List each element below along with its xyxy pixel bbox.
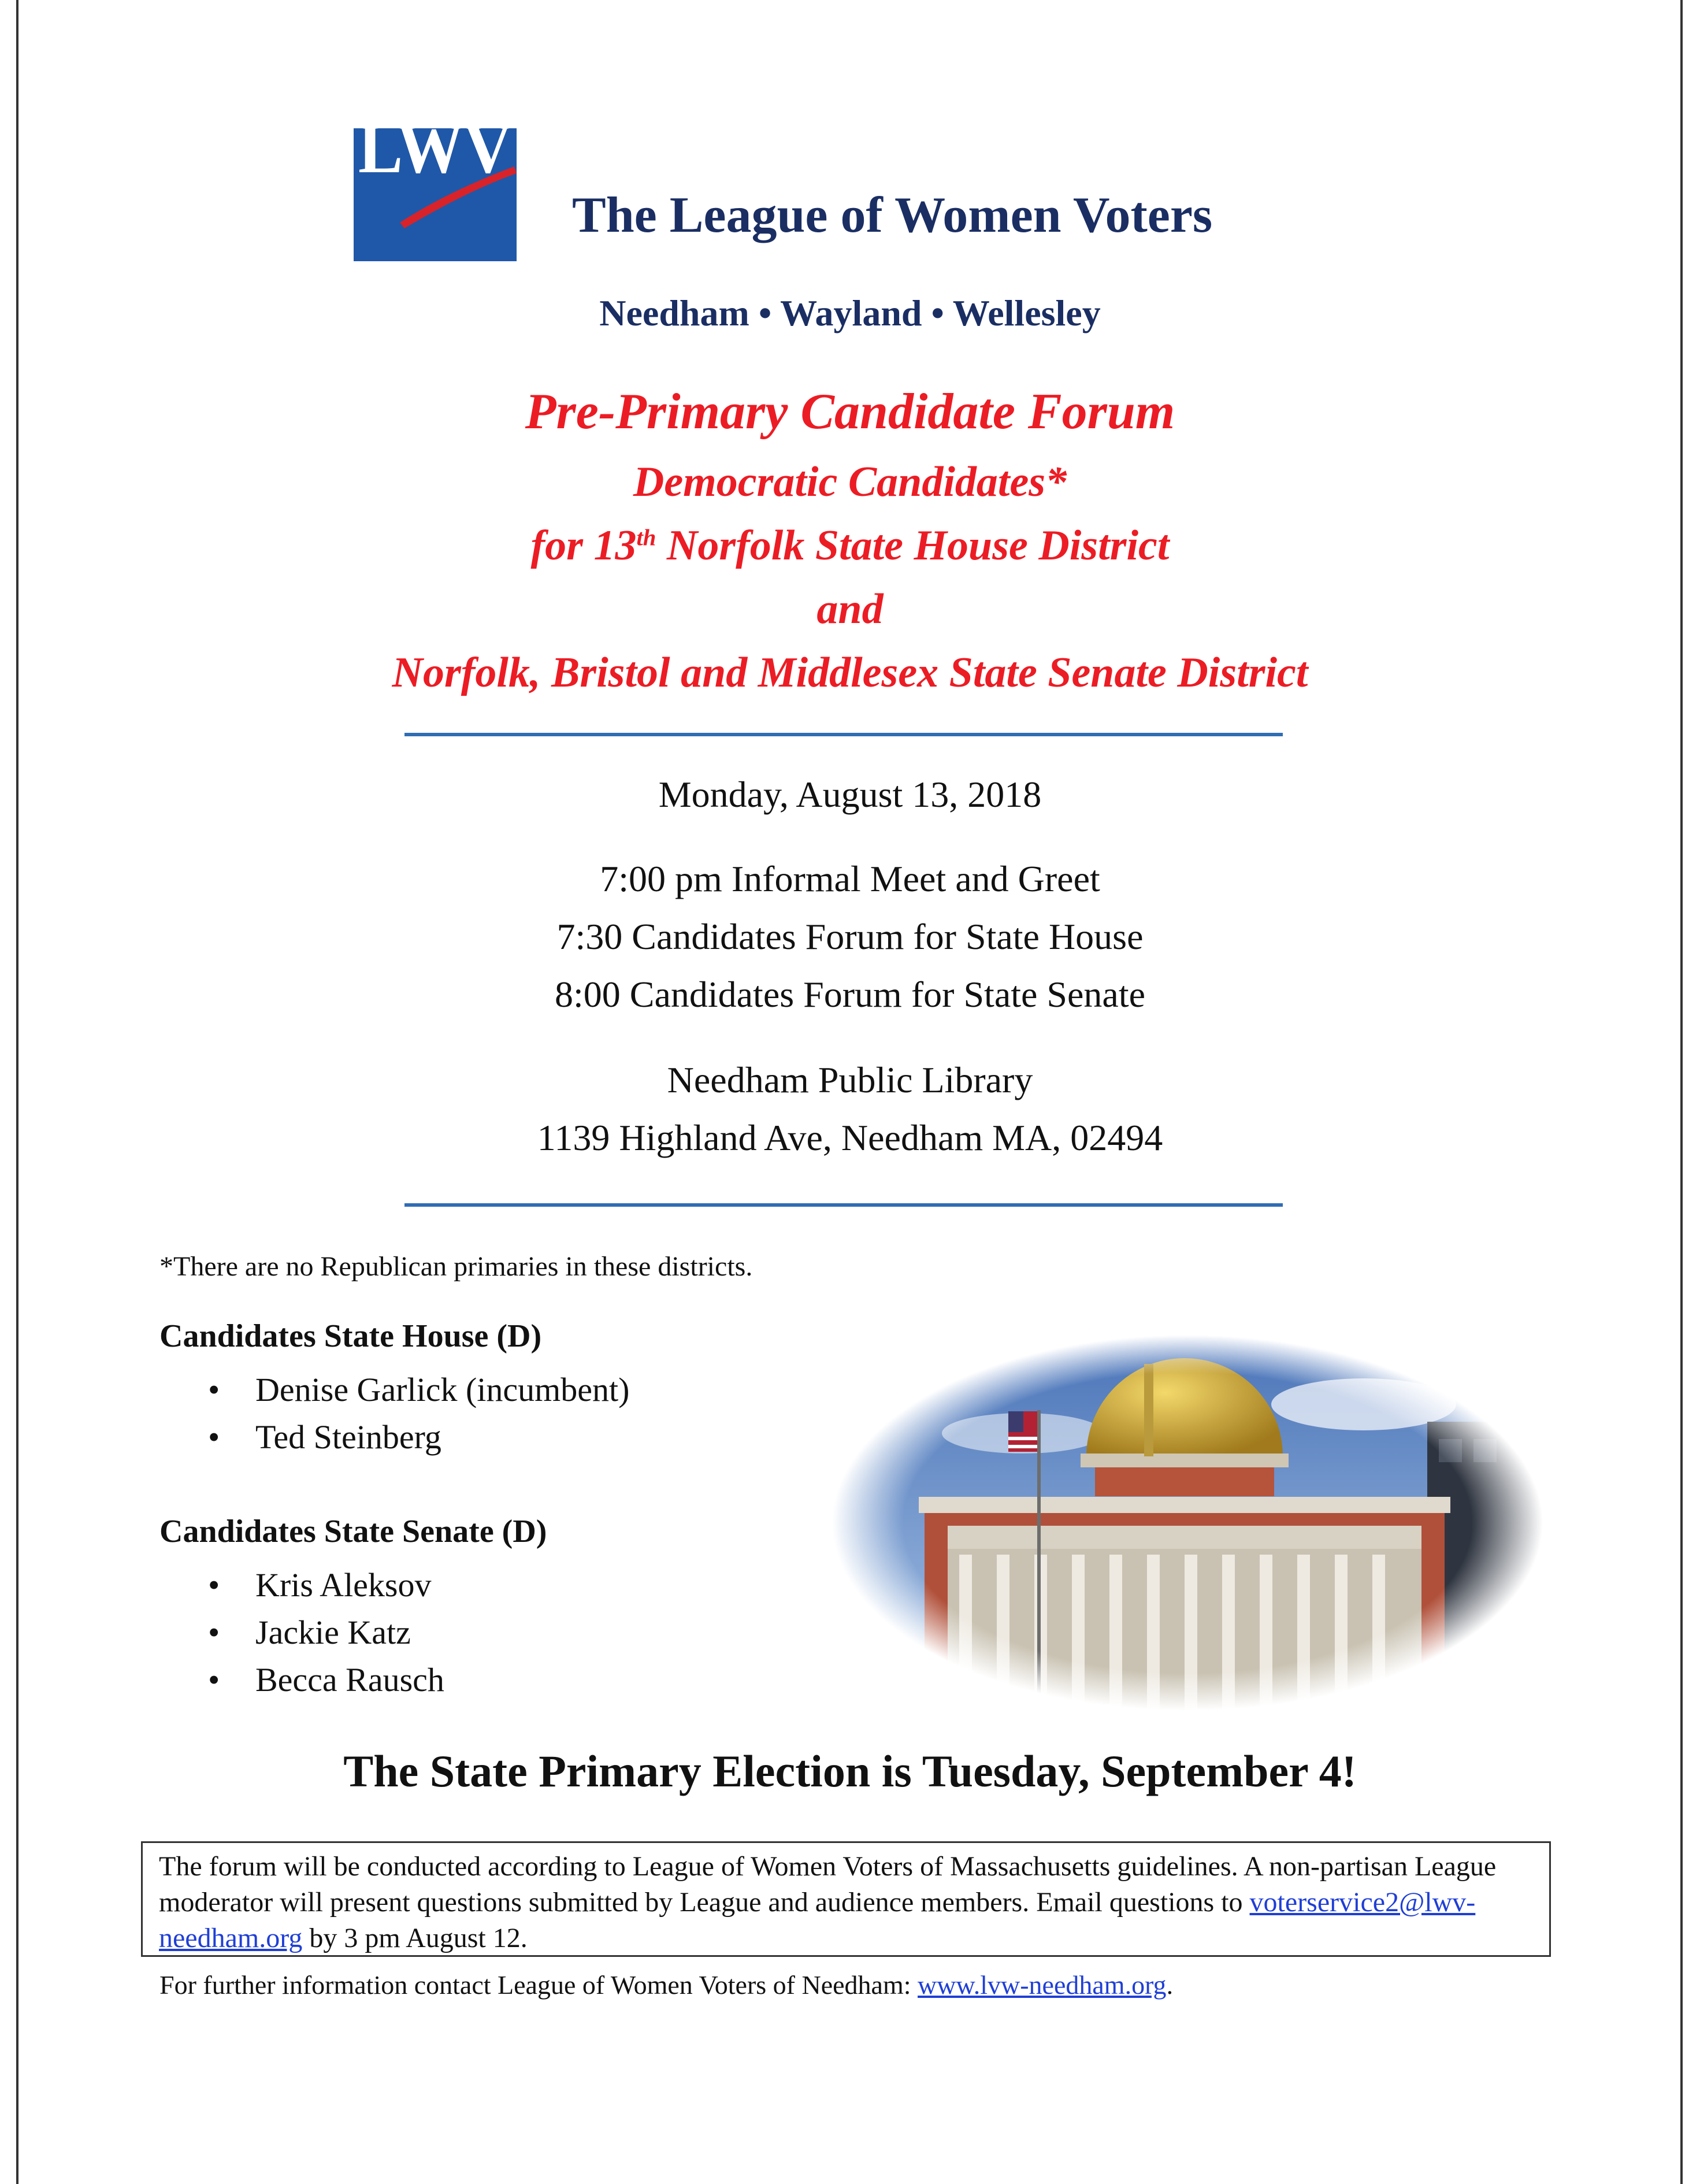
senate-candidates-heading: Candidates State Senate (D) — [159, 1514, 547, 1549]
lwv-logo — [354, 104, 517, 261]
email-link[interactable]: voterservice2@lwv-needham.org — [159, 1887, 1476, 1953]
candidate-item: • Denise Garlick (incumbent) — [159, 1366, 629, 1414]
divider-bottom — [404, 1203, 1283, 1207]
schedule-item: 7:30 Candidates Forum for State House — [556, 916, 1144, 957]
forum-subtitle-party: Democratic Candidates* — [633, 458, 1067, 506]
forum-subtitle-house-district: for 13th Norfolk State House District — [530, 522, 1170, 569]
candidate-item: • Ted Steinberg — [159, 1414, 629, 1461]
event-date: Monday, August 13, 2018 — [658, 774, 1042, 815]
forum-guidelines-box: The forum will be conducted according to League of Women Voters of Massachusetts guidelines. A non-partisan League moderator will present questions submitted by League and audience members. Email questions to voterservice2@lwv-needham.org by 3 pm August 12. — [141, 1841, 1551, 1957]
forum-subtitle-senate-district: Norfolk, Bristol and Middlesex State Senate District — [392, 649, 1308, 696]
house-candidates-list — [159, 1366, 629, 1461]
svg-text:LWV: LWV — [358, 109, 512, 188]
forum-subtitle-and: and — [816, 585, 884, 633]
senate-candidates-list — [159, 1562, 444, 1704]
republican-note: *There are no Republican primaries in these districts. — [159, 1251, 753, 1282]
schedule-item: 7:00 pm Informal Meet and Greet — [600, 858, 1100, 899]
venue-name: Needham Public Library — [667, 1059, 1033, 1100]
candidate-item: • Kris Aleksov — [159, 1562, 444, 1609]
candidate-item: • Jackie Katz — [159, 1609, 444, 1656]
schedule-item: 8:00 Candidates Forum for State Senate — [554, 974, 1146, 1015]
candidate-item: • Becca Rausch — [159, 1656, 444, 1704]
forum-title: Pre-Primary Candidate Forum — [525, 384, 1175, 440]
house-candidates-heading: Candidates State House (D) — [159, 1318, 542, 1354]
primary-election-banner: The State Primary Election is Tuesday, September 4! — [343, 1746, 1357, 1796]
website-link[interactable]: www.lvw-needham.org — [918, 1970, 1167, 2000]
venue-address: 1139 Highland Ave, Needham MA, 02494 — [537, 1117, 1163, 1158]
org-title: The League of Women Voters — [572, 187, 1213, 243]
footer-contact: For further information contact League of Women Voters of Needham: www.lvw-needham.org. — [159, 1970, 1174, 2000]
state-house-photo — [832, 1335, 1543, 1711]
town-names: Needham • Wayland • Wellesley — [599, 292, 1101, 333]
divider-top — [404, 733, 1283, 736]
